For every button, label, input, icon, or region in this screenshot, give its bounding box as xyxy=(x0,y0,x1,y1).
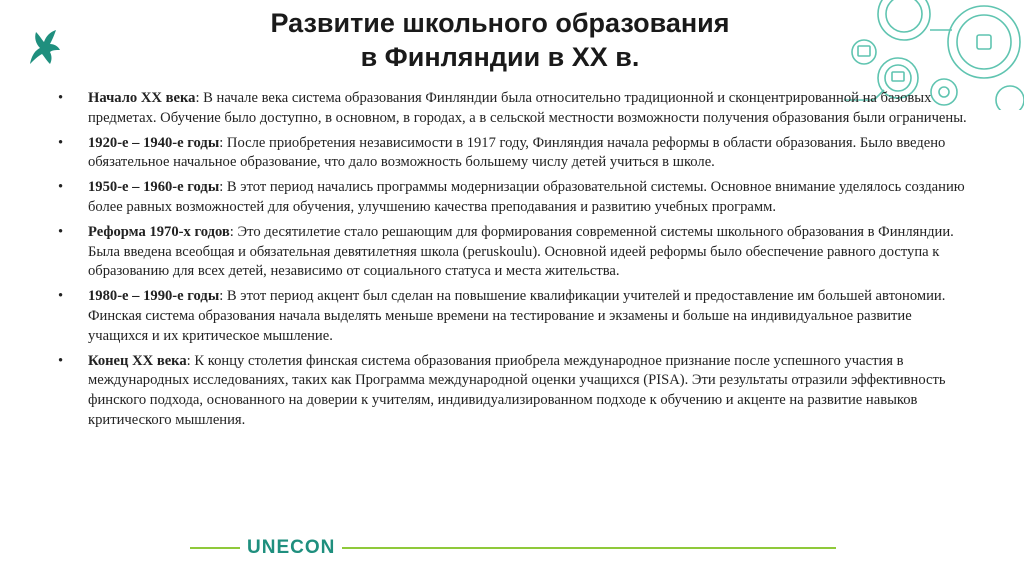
page-title-line-2: в Финляндии в XX в. xyxy=(360,42,640,72)
item-text: : В начале века система образования Финляндии была относительно традиционной и сконцентрированной на базовых предметах. Обучение было доступно, в основном, в городах, а в сельской местности возможности получения образования были ограничены. xyxy=(88,90,967,126)
bullet-icon: • xyxy=(58,90,64,106)
page-title-line-1: Развитие школьного образования xyxy=(270,8,730,38)
bullet-icon: • xyxy=(58,134,64,151)
list-item xyxy=(58,223,973,282)
bullet-icon: • xyxy=(58,352,64,369)
item-text: : После приобретения независимости в 1917 году, Финляндия начала реформы в области образования. Было введено обязательное начальное образование, что дало возможность большему числу детей учиться в школе. xyxy=(88,134,946,171)
footer-line-left xyxy=(190,547,240,549)
item-text: : В этот период акцент был сделан на повышение квалификации учителей и предоставление им большей автономии. Финская система образования начала выделять меньше времени на тестирование и экзамены и больше на индивидуальное развитие учащихся и их критическое мышление. xyxy=(88,288,946,344)
list-item xyxy=(58,134,973,174)
footer-line-right xyxy=(342,547,836,549)
item-heading: Конец XX века xyxy=(88,352,187,369)
item-heading: 1980-е – 1990-е годы xyxy=(88,288,220,305)
item-heading: 1950-е – 1960-е годы xyxy=(88,179,220,196)
list-item xyxy=(58,89,973,129)
list-item xyxy=(58,352,973,431)
bullet-icon: • xyxy=(58,288,64,305)
item-heading: Начало XX века xyxy=(88,90,196,106)
bullet-list xyxy=(58,89,973,436)
bullet-icon: • xyxy=(58,179,64,196)
item-text: : Это десятилетие стало решающим для формирования современной системы школьного образования в Финляндии. Была введена всеобщая и обязательная девятилетняя школа (peruskoulu). Основной идеей реформы было обеспечение равного доступа к образованию для всех детей, независимо от социального статуса и места жительства. xyxy=(88,223,954,280)
footer-brand: UNECON xyxy=(247,537,336,558)
page-title xyxy=(170,6,830,74)
list-item xyxy=(58,287,973,346)
griffin-logo-icon xyxy=(22,24,66,68)
item-heading: 1920-е – 1940-е годы xyxy=(88,134,220,151)
item-heading: Реформа 1970-х годов xyxy=(88,223,230,240)
item-text: : К концу столетия финская система образования приобрела международное признание после успешного участия в международных исследованиях, таких как Программа международной оценки учащихся (PISA). Эти результаты отразили эффективность финского подхода, основанного на доверии к учителям, индивидуализированном подходе к обучению и акценте на развитие навыков критического мышления. xyxy=(88,352,946,428)
bullet-icon: • xyxy=(58,223,64,240)
item-text: : В этот период начались программы модернизации образовательной системы. Основное внимание уделялось созданию более равных возможностей для обучения, улучшению качества преподавания и развитию учебных программ. xyxy=(88,179,965,215)
list-item xyxy=(58,178,973,218)
